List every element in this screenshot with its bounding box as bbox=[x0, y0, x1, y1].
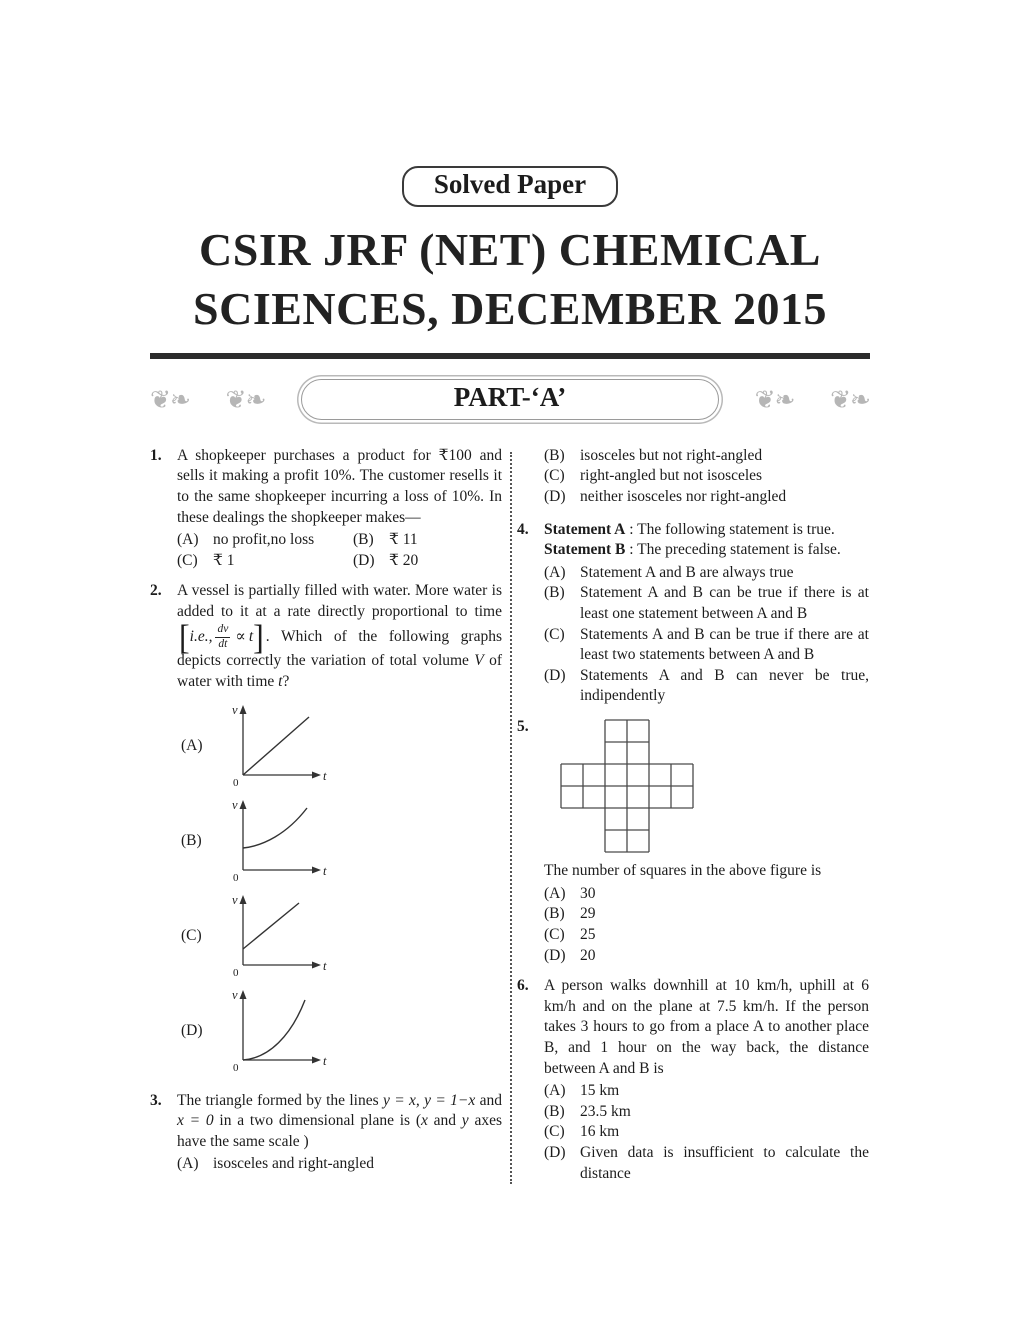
question-number: 5. bbox=[517, 718, 529, 736]
solved-paper-badge bbox=[402, 166, 618, 207]
question-6 bbox=[517, 976, 869, 1184]
option-b bbox=[544, 583, 869, 624]
option-text: ₹ 1 bbox=[213, 551, 235, 569]
option-label: (A) bbox=[544, 884, 566, 902]
option-text: 16 km bbox=[580, 1123, 620, 1141]
time-variable: t bbox=[278, 673, 283, 691]
column-divider bbox=[510, 452, 512, 1184]
fraction-numerator: dv bbox=[215, 623, 230, 637]
question-number: 3. bbox=[150, 1091, 162, 1109]
option-c bbox=[177, 551, 349, 572]
question-4 bbox=[517, 520, 869, 707]
option-label: (B) bbox=[353, 531, 374, 549]
question-text-part: . Which of the following graphs depicts correctly the variation of total volume bbox=[177, 627, 502, 670]
q3-options-continued bbox=[544, 446, 869, 508]
option-d bbox=[544, 666, 869, 707]
question-text-part: ? bbox=[282, 673, 290, 691]
question-text-part: A vessel is partially filled with water. More water is added to it at a rate directly proportional to time bbox=[177, 582, 502, 621]
question-text: A shopkeeper purchases a product for ₹100 and sells it making a profit 10%. The customer resells it to the same shopkeeper incurring a loss of 10%. In these dealings the shopkeeper makes— bbox=[177, 446, 502, 526]
option-a bbox=[544, 563, 869, 584]
q2-graph-options bbox=[181, 701, 502, 1078]
question-text-part: axes have the same scale ) bbox=[177, 1112, 502, 1150]
question-2 bbox=[150, 581, 502, 1080]
option-label: (D) bbox=[353, 551, 375, 569]
option-text: 15 km bbox=[580, 1082, 620, 1100]
question-text-part: in a two dimensional plane is ( bbox=[213, 1112, 421, 1130]
option-text: 25 bbox=[580, 925, 596, 943]
figure-caption: The number of squares in the above figure is bbox=[544, 862, 822, 880]
badge-text: Solved Paper bbox=[433, 169, 587, 199]
origin-label: 0 bbox=[233, 871, 239, 884]
question-text-part: and bbox=[427, 1112, 462, 1130]
option-d bbox=[353, 551, 498, 572]
part-a-label: PART-‘A’ bbox=[453, 381, 567, 412]
option-label: (D) bbox=[544, 946, 566, 964]
option-text: Given data is insufficient to calculate the distance bbox=[580, 1143, 869, 1182]
dv-dt-fraction bbox=[215, 623, 230, 650]
option-a bbox=[544, 884, 869, 905]
q5-options bbox=[544, 884, 869, 966]
option-text: Statements A and B can be true if there are at least two statements between A and B bbox=[580, 625, 869, 664]
x-axis-label: t bbox=[323, 863, 327, 878]
formula-prefix: i.e., bbox=[189, 627, 213, 645]
option-d bbox=[544, 946, 869, 967]
option-c bbox=[544, 925, 869, 946]
ornament-icon: ❦❧ bbox=[225, 384, 266, 414]
graph-c-plot bbox=[223, 891, 335, 983]
right-bracket: ] bbox=[253, 617, 264, 657]
question-text-part: The triangle formed by the lines bbox=[177, 1091, 383, 1109]
y-axis-label: v bbox=[232, 702, 238, 717]
left-bracket: [ bbox=[179, 617, 190, 657]
option-d bbox=[544, 487, 869, 508]
option-label: (C) bbox=[544, 467, 565, 485]
option-text: no profit,no loss bbox=[213, 531, 315, 549]
ornament-icon: ❦❧ bbox=[754, 384, 795, 414]
question-number: 2. bbox=[150, 582, 162, 600]
x-axis-label: t bbox=[323, 958, 327, 973]
statement-b-text: : The preceding statement is false. bbox=[625, 541, 841, 559]
y-variable: y bbox=[461, 1112, 469, 1130]
option-text: 29 bbox=[580, 905, 596, 923]
q4-options bbox=[544, 563, 869, 707]
q6-options bbox=[544, 1081, 869, 1184]
graph-label: (A) bbox=[181, 737, 203, 755]
graph-a-plot bbox=[223, 701, 335, 793]
option-label: (A) bbox=[177, 531, 199, 549]
option-text: ₹ 20 bbox=[389, 551, 419, 569]
option-c bbox=[544, 625, 869, 666]
graph-option-a bbox=[181, 701, 502, 793]
page-title bbox=[150, 221, 870, 339]
option-label: (C) bbox=[544, 625, 565, 643]
question-number: 1. bbox=[150, 446, 162, 464]
y-axis-label: v bbox=[232, 987, 238, 1002]
option-b bbox=[544, 446, 869, 467]
question-text: A person walks downhill at 10 km/h, uphill at 6 km/h and on the plane at 7.5 km/h. If the person takes 3 hours to go from a place A to another place B, and 1 hour on the way back, the distance between A and B is bbox=[544, 977, 869, 1077]
option-text: 30 bbox=[580, 884, 596, 902]
option-label: (A) bbox=[544, 563, 566, 581]
ornament-icon: ❦❧ bbox=[150, 384, 190, 414]
part-a-banner bbox=[301, 379, 719, 420]
option-label: (C) bbox=[544, 925, 565, 943]
option-a bbox=[544, 1081, 869, 1102]
option-label: (B) bbox=[544, 1102, 565, 1120]
title-rule bbox=[150, 353, 870, 359]
q3-options bbox=[177, 1154, 502, 1175]
fraction-denominator: dt bbox=[218, 637, 228, 650]
statement-a-label: Statement A bbox=[544, 520, 626, 538]
question-text bbox=[177, 581, 502, 692]
option-text: Statement A and B can be true if there is at least one statement between A and B bbox=[580, 584, 869, 623]
title-line-1: CSIR JRF (NET) CHEMICAL bbox=[199, 224, 821, 275]
x-axis-label: t bbox=[323, 1053, 327, 1068]
option-b bbox=[544, 1102, 869, 1123]
statement-a bbox=[544, 520, 869, 541]
part-banner-row bbox=[150, 379, 870, 420]
statement-b-label: Statement B bbox=[544, 541, 626, 559]
option-label: (B) bbox=[544, 446, 565, 464]
option-text: right-angled but not isosceles bbox=[580, 467, 763, 485]
x-axis-label: t bbox=[323, 768, 327, 783]
option-label: (B) bbox=[544, 905, 565, 923]
question-3 bbox=[150, 1091, 502, 1175]
plus-squares-figure bbox=[560, 719, 694, 853]
graph-label: (D) bbox=[181, 1022, 203, 1040]
option-label: (D) bbox=[544, 666, 566, 684]
ornament-icon: ❦❧ bbox=[830, 384, 870, 414]
option-text: Statements A and B can never be true, indipendently bbox=[580, 666, 869, 705]
time-variable: t bbox=[248, 627, 254, 645]
graph-option-b bbox=[181, 796, 502, 888]
question-1 bbox=[150, 446, 502, 572]
right-column bbox=[517, 446, 869, 1194]
option-text: 20 bbox=[580, 946, 596, 964]
option-text: ₹ 11 bbox=[389, 531, 418, 549]
option-text: isosceles but not right-angled bbox=[580, 446, 763, 464]
q1-options bbox=[177, 530, 502, 571]
statement-b bbox=[544, 540, 869, 561]
option-b bbox=[353, 530, 498, 551]
graph-option-d bbox=[181, 986, 502, 1078]
proportional-symbol: ∝ bbox=[235, 627, 246, 645]
option-text: Statement A and B are always true bbox=[580, 563, 794, 581]
two-column-body bbox=[150, 446, 870, 1194]
volume-variable: V bbox=[474, 652, 484, 670]
option-label: (D) bbox=[544, 1143, 566, 1161]
option-b bbox=[544, 904, 869, 925]
question-text-part: of water with time bbox=[177, 652, 502, 691]
graph-option-c bbox=[181, 891, 502, 983]
question-number: 6. bbox=[517, 977, 529, 995]
origin-label: 0 bbox=[233, 776, 239, 789]
option-label: (A) bbox=[177, 1155, 199, 1173]
line-equation: x = 0 bbox=[177, 1112, 214, 1130]
question-5 bbox=[517, 717, 869, 966]
graph-b-plot bbox=[223, 796, 335, 888]
graph-label: (B) bbox=[181, 832, 202, 850]
option-c bbox=[544, 1122, 869, 1143]
graph-label: (C) bbox=[181, 927, 202, 945]
option-label: (A) bbox=[544, 1082, 566, 1100]
option-label: (D) bbox=[544, 487, 566, 505]
y-axis-label: v bbox=[232, 892, 238, 907]
graph-d-plot bbox=[223, 986, 335, 1078]
origin-label: 0 bbox=[233, 966, 239, 979]
origin-label: 0 bbox=[233, 1061, 239, 1074]
option-a bbox=[177, 1154, 502, 1175]
option-d bbox=[544, 1143, 869, 1184]
question-number: 4. bbox=[517, 520, 529, 538]
left-column bbox=[150, 446, 502, 1194]
statement-a-text: : The following statement is true. bbox=[625, 520, 835, 538]
option-a bbox=[177, 530, 349, 551]
y-axis-label: v bbox=[232, 797, 238, 812]
option-text: isosceles and right-angled bbox=[213, 1155, 374, 1173]
option-text: neither isosceles nor right-angled bbox=[580, 487, 787, 505]
option-text: 23.5 km bbox=[580, 1102, 631, 1120]
option-label: (C) bbox=[177, 551, 198, 569]
rate-formula bbox=[177, 617, 266, 657]
x-variable: x bbox=[421, 1112, 428, 1130]
question-text-part: and bbox=[475, 1091, 502, 1109]
option-label: (C) bbox=[544, 1123, 565, 1141]
question-text bbox=[177, 1091, 502, 1153]
line-equations: y = x, y = 1−x bbox=[383, 1091, 476, 1109]
title-line-2: SCIENCES, DECEMBER 2015 bbox=[193, 282, 827, 334]
option-c bbox=[544, 466, 869, 487]
option-label: (B) bbox=[544, 584, 565, 602]
